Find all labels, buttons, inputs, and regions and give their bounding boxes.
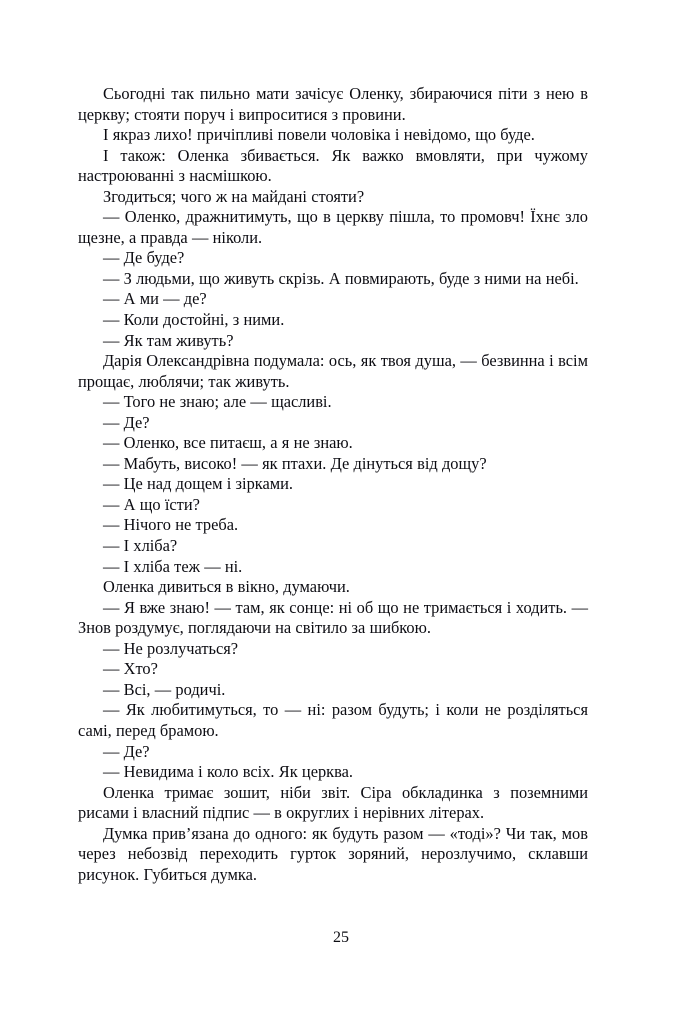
paragraph: — Де буде? — [103, 248, 185, 268]
page-text-block — [78, 84, 588, 885]
paragraph: — А що їсти? — [103, 494, 200, 514]
paragraph: — Того не знаю; але — щасливі. — [103, 392, 332, 412]
paragraph: — Це над дощем і зірками. — [103, 474, 294, 494]
paragraph: Дарія Олександрівна подумала: ось, як твоя душа, — безвинна і всім прощає, люблячи; так живуть. — [78, 351, 588, 391]
paragraph: — Оленко, все питаєш, а я не знаю. — [103, 433, 353, 453]
paragraph: І якраз лихо! причіпливі повели чоловіка і невідомо, що буде. — [103, 125, 535, 145]
paragraph: — Всі, — родичі. — [103, 679, 226, 699]
paragraph: — З людьми, що живуть скрізь. А повмирають, буде з ними на небі. — [103, 268, 579, 288]
paragraph: Оленка тримає зошит, ніби звіт. Сіра обкладинка з поземними рисами і власний підпис — в округлих і нерівних літерах. — [78, 782, 588, 823]
paragraph: — Де? — [103, 412, 150, 432]
paragraph: — Не розлучаться? — [103, 638, 239, 658]
paragraph: — Невидима і коло всіх. Як церква. — [103, 762, 354, 782]
paragraph: — Хто? — [103, 659, 158, 679]
paragraph: — Нічого не треба. — [103, 515, 239, 535]
paragraph: І також: Оленка збивається. Як важко вмовляти, при чужому настроюванні з насмішкою. — [78, 145, 588, 186]
paragraph: — Коли достойні, з ними. — [103, 310, 285, 330]
paragraph: — Мабуть, високо! — як птахи. Де дінуться від дощу? — [103, 453, 487, 473]
paragraph: Оленка дивиться в вікно, думаючи. — [103, 577, 350, 597]
paragraph: — Я вже знаю! — там, як сонце: ні об що не тримається і ходить. — Знов роздумує, поглядаючи на світило за шибкою. — [78, 597, 588, 638]
paragraph: — І хліба? — [103, 536, 178, 556]
page-number: 25 — [333, 929, 349, 946]
paragraph: — А ми — де? — [103, 289, 207, 309]
paragraph: — Як там живуть? — [103, 330, 234, 350]
paragraph: — Де? — [103, 741, 150, 761]
paragraph: — І хліба теж — ні. — [103, 556, 243, 576]
paragraph: Думка прив’язана до одного: як будуть разом — «тоді»? Чи так, мов через небозвід переходить гурток зоряний, нерозлучимо, склавши рисунок. Губиться думка. — [78, 823, 588, 884]
paragraph: Згодиться; чого ж на майдані стояти? — [103, 186, 365, 206]
paragraph: — Оленко, дражнитимуть, що в церкву пішла, то промовч! Їхнє зло щезне, а правда — ніколи. — [78, 207, 588, 247]
paragraph: — Як любитимуться, то — ні: разом будуть; і коли не розділяться самі, перед брамою. — [78, 700, 588, 740]
paragraph: Сьогодні так пильно мати зачісує Оленку, збираючися піти з нею в церкву; стояти поруч і випроситися з провини. — [78, 84, 588, 124]
